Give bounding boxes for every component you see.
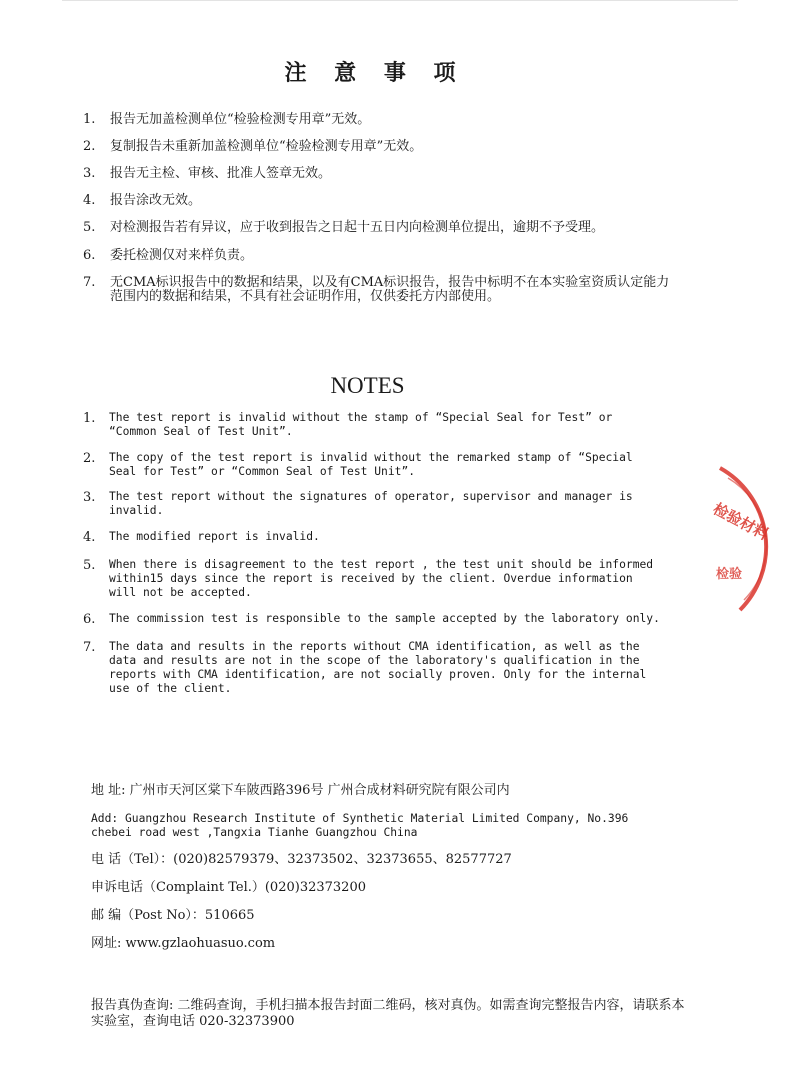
post-code: 邮 编（Post No）：510665 bbox=[91, 908, 255, 923]
list-item bbox=[83, 411, 693, 439]
item-text: The data and results in the reports without CMA identification, as well as the data and results are not in the scope of the laboratory's qualification in the reports with CMA identification, are not socially proven. Only for the internal use of the client. bbox=[109, 640, 647, 695]
list-item bbox=[83, 558, 693, 600]
item-number: 2. bbox=[83, 139, 96, 154]
svg-text:检验: 检验 bbox=[716, 567, 743, 582]
list-item bbox=[83, 640, 693, 696]
item-number: 1. bbox=[83, 411, 96, 426]
notice-list-cn bbox=[83, 113, 683, 304]
item-text: 复制报告未重新加盖检测单位“检验检测专用章”无效。 bbox=[110, 139, 423, 154]
item-number: 6. bbox=[83, 248, 96, 263]
list-item bbox=[83, 451, 693, 479]
complaint-telephone: 申诉电话（Complaint Tel.）(020)32373200 bbox=[91, 880, 366, 895]
item-text: 报告涂改无效。 bbox=[110, 193, 202, 208]
list-item bbox=[83, 490, 693, 518]
notes-title-en: NOTES bbox=[330, 373, 405, 398]
list-item bbox=[83, 612, 693, 628]
address-cn: 地 址: 广州市天河区棠下车陂西路396号 广州合成材料研究院有限公司内 bbox=[91, 783, 510, 798]
item-text: 委托检测仅对来样负责。 bbox=[110, 248, 254, 263]
item-text: The test report is invalid without the stamp of “Special Seal for Test” or “Common Seal of Test Unit”. bbox=[109, 411, 613, 438]
address-en: Add: Guangzhou Research Institute of Synthetic Material Limited Company, No.396 chebei road west ,Tangxia Tianhe Guangzhou China bbox=[91, 812, 629, 839]
item-number: 3. bbox=[83, 166, 96, 181]
item-number: 4. bbox=[83, 193, 96, 208]
seal-text: 检验材料 bbox=[710, 499, 772, 544]
item-number: 5. bbox=[83, 558, 96, 573]
item-number: 4. bbox=[83, 530, 96, 545]
list-item bbox=[83, 276, 683, 304]
notes-list-en bbox=[83, 411, 693, 696]
telephone: 电 话（Tel）：(020)82579379、32373502、32373655、82577727 bbox=[91, 852, 512, 867]
item-number: 6. bbox=[83, 612, 96, 627]
item-number: 3. bbox=[83, 490, 96, 505]
item-number: 2. bbox=[83, 451, 96, 466]
item-text: 无CMA标识报告中的数据和结果，以及有CMA标识报告，报告中标明不在本实验室资质认定能力范围内的数据和结果，不具有社会证明作用，仅供委托方内部使用。 bbox=[110, 275, 670, 304]
list-item bbox=[83, 530, 693, 546]
item-text: When there is disagreement to the test report , the test unit should be informed within15 days since the report is received by the client. Overdue information will not be accepted. bbox=[109, 558, 654, 599]
item-text: The modified report is invalid. bbox=[109, 530, 320, 543]
item-number: 5. bbox=[83, 220, 96, 235]
item-text: 对检测报告若有异议，应于收到报告之日起十五日内向检测单位提出，逾期不予受理。 bbox=[110, 220, 605, 235]
notice-title-cn: 注 意 事 项 bbox=[284, 60, 466, 86]
item-number: 1. bbox=[83, 112, 96, 127]
list-item bbox=[83, 167, 683, 181]
item-number: 7. bbox=[83, 275, 96, 290]
item-text: The commission test is responsible to the sample accepted by the laboratory only. bbox=[109, 612, 660, 625]
list-item bbox=[83, 249, 683, 263]
authenticity-query-note: 报告真伪查询: 二维码查询，手机扫描本报告封面二维码，核对真伪。如需查询完整报告内容，请联系本实验室，查询电话 020-32373900 bbox=[91, 998, 685, 1029]
red-seal-stamp bbox=[700, 460, 800, 620]
item-text: The copy of the test report is invalid without the remarked stamp of “Special Seal for Test” or “Common Seal of Test Unit”. bbox=[109, 451, 633, 478]
list-item bbox=[83, 140, 683, 154]
item-text: 报告无加盖检测单位“检验检测专用章”无效。 bbox=[110, 112, 371, 127]
list-item bbox=[83, 194, 683, 208]
top-divider bbox=[62, 0, 738, 1]
website-link[interactable]: 网址: www.gzlaohuasuo.com bbox=[91, 936, 276, 951]
item-text: The test report without the signatures of operator, supervisor and manager is invalid. bbox=[109, 490, 633, 517]
item-text: 报告无主检、审核、批准人签章无效。 bbox=[110, 166, 332, 181]
item-number: 7. bbox=[83, 640, 96, 655]
list-item bbox=[83, 221, 683, 235]
list-item bbox=[83, 113, 683, 127]
